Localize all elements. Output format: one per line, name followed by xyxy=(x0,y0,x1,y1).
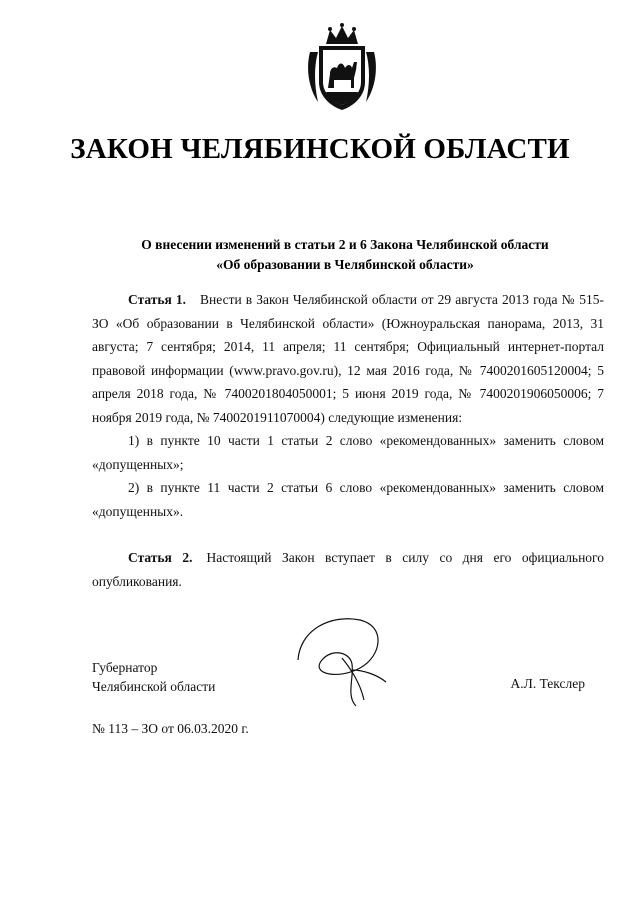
article-1-item-2: 2) в пункте 11 части 2 статьи 6 слово «рекомендованных» заменить словом «допущенных». xyxy=(92,480,604,519)
article-1-item-1: 1) в пункте 10 части 1 статьи 2 слово «рекомендованных» заменить словом «допущенных»; xyxy=(92,433,604,472)
article-1-label: Статья 1. xyxy=(128,292,187,307)
chelyabinsk-coat-of-arms-icon xyxy=(304,22,380,114)
law-body xyxy=(92,288,604,593)
article-1-paragraph xyxy=(92,288,604,429)
subtitle-line-1: О внесении изменений в статьи 2 и 6 Закона Челябинской области xyxy=(141,237,549,252)
governor-title-line-1: Губернатор xyxy=(92,660,158,675)
governor-signature-icon xyxy=(290,612,396,708)
article-2-text: Настоящий Закон вступает в силу со дня его официального опубликования. xyxy=(92,550,605,589)
law-number: № 113 – ЗО от 06.03.2020 г. xyxy=(92,721,249,736)
law-title: ЗАКОН ЧЕЛЯБИНСКОЙ ОБЛАСТИ xyxy=(70,133,570,165)
article-2-label: Статья 2. xyxy=(128,550,193,565)
governor-title-line-2: Челябинской области xyxy=(92,679,216,694)
article-1-text: Внести в Закон Челябинской области от 29 августа 2013 года № 515-ЗО «Об образовании в Челябинской области» (Южноуральская панорама, 2013, 31 августа; 7 сентября; 2014, 11 апреля; 11 сентября; Официальный интернет-портал правовой информации (www.pravo.gov.ru), 12 мая 2016 года, № 7400201605120004; 5 апреля 2018 года, № 7400201804050001; 5 июня 2019 года, № 7400201906050006; 7 ноября 2019 года, № 7400201911070004) следующие изменения: xyxy=(92,292,604,425)
article-2-paragraph xyxy=(92,546,604,593)
governor-title xyxy=(92,658,215,696)
law-subtitle xyxy=(60,235,630,275)
subtitle-line-2: «Об образовании в Челябинской области» xyxy=(216,257,474,272)
governor-name: А.Л. Текслер xyxy=(510,676,585,691)
